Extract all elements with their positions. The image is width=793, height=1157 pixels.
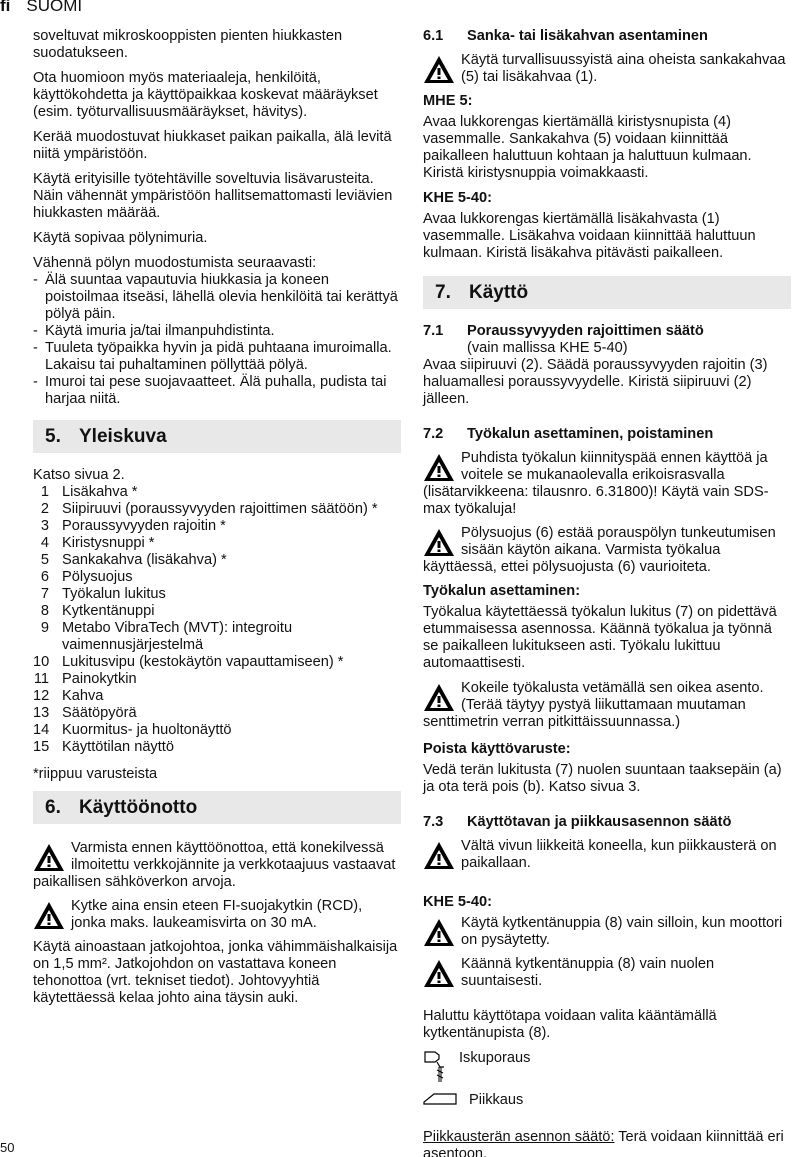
dash-list-item: - Imuroi tai pese suojavaatteet. Älä puhalla, pudista tai harjaa niitä.	[33, 374, 401, 408]
parts-list-item	[33, 501, 401, 518]
page-header	[0, 0, 82, 17]
subsection-title: Työkalun asettaminen, poistaminen	[467, 426, 714, 442]
warning-triangle-icon	[423, 959, 455, 988]
warning-text: Puhdista työkalun kiinnityspää ennen käyttöä ja voitele se mukanaolevalla erikoisrasvalla (lisätarvikkeena: tilausnro. 6.31800)! Käytä vain SDS-max työkaluja!	[423, 450, 769, 517]
warning-block	[33, 898, 401, 932]
part-label: Poraussyvyyden rajoitin *	[62, 518, 226, 534]
warning-text: Käytä kytkentänuppia (8) vain silloin, kun moottori on pysäytetty.	[461, 915, 783, 948]
mode-label: Piikkaus	[469, 1092, 524, 1108]
model-label: KHE 5-40:	[423, 894, 492, 910]
parts-list-item	[33, 569, 401, 586]
warning-block	[33, 840, 401, 891]
subsection-heading-6-1	[423, 28, 791, 45]
footnote: *riippuu varusteista	[33, 766, 158, 782]
subsection-heading-7-1	[423, 323, 791, 340]
warning-block	[423, 52, 791, 86]
underlined-label: Piikkausterän asennon säätö:	[423, 1129, 615, 1145]
part-label: Sankakahva (lisäkahva) *	[62, 552, 227, 568]
part-number: 7	[40, 586, 49, 602]
parts-list-item	[33, 586, 401, 603]
warning-triangle-icon	[423, 683, 455, 712]
part-label: Kuormitus- ja huoltonäyttö	[62, 722, 232, 738]
paragraph: Ota huomioon myös materiaaleja, henkilöitä, käyttökohdetta ja käyttöpaikkaa koskevat määräykset (esim. työturvallisuusmääräykset, hävitys).	[33, 70, 378, 120]
parts-list-item	[33, 620, 401, 654]
subsection-title: Käyttötavan ja piikkausasennon säätö	[467, 814, 732, 830]
warning-triangle-icon	[33, 843, 65, 872]
dash-list-item: - Tuuleta työpaikka hyvin ja pidä puhtaana imuroimalla. Lakaisu tai puhaltaminen pöllyttää pölyä.	[33, 340, 401, 374]
section-title: Yleiskuva	[79, 426, 167, 447]
warning-triangle-icon	[423, 918, 455, 947]
part-label: Lisäkahva *	[62, 484, 138, 500]
paragraph: Käytä sopivaa pölynimuria.	[33, 230, 208, 246]
paragraph: Katso sivua 2.	[33, 467, 125, 483]
dash-list-item: - Älä suuntaa vapautuvia hiukkasia ja koneen poistoilmaa itseäsi, lähellä olevia henkilöitä tai kerättyä pölyä päin.	[33, 272, 401, 323]
paragraph: Vedä terän lukitusta (7) nuolen suuntaan taaksepäin (a) ja ota terä pois (b). Katso sivua 3.	[423, 762, 782, 795]
warning-text: Pölysuojus (6) estää porauspölyn tunkeutumisen sisään käytön aikana. Varmista työkalua käyttäessä, ettei pölysuojusta (6) vaurioiteta.	[423, 525, 776, 575]
part-number: 13	[33, 705, 50, 721]
warning-text: Vältä vivun liikkeitä koneella, kun piikkausterä on paikallaan.	[461, 838, 777, 871]
part-label: Lukitusvipu (kestokäytön vapauttamiseen) *	[62, 654, 344, 670]
dash-list-item: - Käytä imuria ja/tai ilmanpuhdistinta.	[33, 323, 401, 340]
warning-triangle-icon	[423, 528, 455, 557]
part-number: 8	[40, 603, 49, 619]
subsection-heading-7-3	[423, 814, 791, 831]
section-number: 6.	[45, 797, 61, 818]
section-title: Käyttö	[469, 282, 529, 303]
part-label: Pölysuojus	[62, 569, 133, 585]
parts-list-item	[33, 484, 401, 501]
mode-hammer-drill	[423, 1050, 791, 1084]
paragraph: Avaa lukkorengas kiertämällä kiristysnupista (4) vasemmalle. Sankakahva (5) voidaan kiinnittää paikalleen haluttuun kohtaan ja haluttuun kulmaan. Kiristä kiristysnuppia voimakkaasti.	[423, 114, 752, 181]
mode-chisel	[423, 1092, 791, 1109]
parts-list-item	[33, 705, 401, 722]
part-label: Säätöpyörä	[62, 705, 137, 721]
warning-triangle-icon	[423, 55, 455, 84]
language-code: fi	[0, 0, 11, 15]
subsection-number: 6.1	[423, 28, 444, 44]
warning-text: Kokeile työkalusta vetämällä sen oikea asento. (Terää täytyy pystyä liikuttamaan muutaman senttimetrin verran pitkittäissuunnassa.)	[423, 680, 764, 730]
parts-list-item	[33, 739, 401, 756]
section-heading-7	[423, 276, 791, 309]
part-number: 1	[40, 484, 49, 500]
chisel-position-paragraph	[423, 1129, 791, 1157]
paragraph: Kerää muodostuvat hiukkaset paikan paikalla, älä levitä niitä ympäristöön.	[33, 129, 392, 162]
section-number: 7.	[435, 282, 451, 303]
part-number: 5	[40, 552, 49, 568]
part-label: Painokytkin	[62, 671, 137, 687]
parts-list-item	[33, 603, 401, 620]
section-heading-6	[33, 791, 401, 824]
subsection-number: 7.2	[423, 426, 444, 442]
warning-block	[423, 680, 791, 731]
parts-list-item	[33, 671, 401, 688]
part-number: 15	[33, 739, 50, 755]
paragraph: Haluttu käyttötapa voidaan valita kääntämällä kytkentänupista (8).	[423, 1008, 717, 1041]
page-language-title: SUOMI	[26, 0, 83, 15]
warning-block	[423, 450, 791, 518]
section-title: Käyttöönotto	[79, 797, 198, 818]
parts-list-item	[33, 688, 401, 705]
warning-text: Käännä kytkentänuppia (8) vain nuolen suuntaisesti.	[461, 956, 715, 989]
parts-list-item	[33, 535, 401, 552]
section-heading-5	[33, 420, 401, 453]
chisel-icon	[423, 1092, 457, 1106]
paragraph: Avaa lukkorengas kiertämällä lisäkahvasta (1) vasemmalle. Lisäkahva voidaan kiinnittää haluttuun kulmaan. Kiristä lisäkahva pitävästi paikalleen.	[423, 211, 756, 261]
part-number: 14	[33, 722, 50, 738]
subsection-note: (vain mallissa KHE 5-40)	[467, 340, 628, 356]
part-label: Kahva	[62, 688, 104, 704]
warning-triangle-icon	[423, 841, 455, 870]
paragraph: Avaa siipiruuvi (2). Säädä poraussyvyyden rajoitin (3) haluamallesi poraussyvyydelle. Kiristä siipiruuvi (2) jälleen.	[423, 357, 768, 407]
model-label: KHE 5-40:	[423, 190, 492, 206]
parts-list	[33, 484, 401, 756]
section-number: 5.	[45, 426, 61, 447]
part-label: Käyttötilan näyttö	[62, 739, 174, 755]
bold-label: Poista käyttövaruste:	[423, 741, 571, 757]
parts-list-item	[33, 518, 401, 535]
left-column	[33, 28, 401, 1015]
paragraph: Käytä erityisille työtehtäville soveltuvia lisävarusteita. Näin vähennät ympäristöön hallitsemattomasti leviävien hiukkasten määrää.	[33, 171, 393, 221]
part-number: 11	[33, 671, 49, 687]
part-number: 4	[40, 535, 49, 551]
page-number: 50	[0, 1140, 15, 1155]
part-label: Kiristysnuppi *	[62, 535, 155, 551]
part-label: Metabo VibraTech (MVT): integroitu vaimennusjärjestelmä	[62, 620, 293, 653]
parts-list-item	[33, 654, 401, 671]
hammer-drill-icon	[423, 1050, 447, 1084]
subsection-heading-7-2	[423, 426, 791, 443]
paragraph: soveltuvat mikroskooppisten pienten hiukkasten suodatukseen.	[33, 28, 343, 61]
parts-list-item	[33, 552, 401, 569]
warning-block	[423, 838, 791, 872]
paragraph: Vähennä pölyn muodostumista seuraavasti:	[33, 255, 317, 271]
warning-block	[423, 525, 791, 576]
warning-text: Käytä turvallisuussyistä aina oheista sankakahvaa (5) tai lisäkahvaa (1).	[461, 52, 786, 85]
warning-triangle-icon	[423, 453, 455, 482]
subsection-number: 7.1	[423, 323, 444, 339]
parts-list-item	[33, 722, 401, 739]
warning-text: Varmista ennen käyttöönottoa, että konekilvessä ilmoitettu verkkojännite ja verkkotaajuus vastaavat paikallisen sähköverkon arvoja.	[33, 840, 396, 890]
part-number: 6	[40, 569, 49, 585]
part-number: 3	[40, 518, 49, 534]
warning-triangle-icon	[33, 901, 65, 930]
part-label: Kytkentänuppi	[62, 603, 155, 619]
part-number: 12	[33, 688, 50, 704]
part-number: 10	[33, 654, 50, 670]
mode-label: Iskuporaus	[459, 1050, 531, 1066]
subsection-title: Sanka- tai lisäkahvan asentaminen	[467, 28, 708, 44]
part-number: 9	[40, 620, 49, 636]
warning-text: Kytke aina ensin eteen FI-suojakytkin (RCD), jonka maks. laukeamisvirta on 30 mA.	[71, 898, 363, 931]
subsection-number: 7.3	[423, 814, 444, 830]
paragraph: Käytä ainoastaan jatkojohtoa, jonka vähimmäishalkaisija on 1,5 mm². Jatkojohdon on vastattava koneen tehonottoa (vrt. tekniset tiedot). Johtovyyhtiä käytettäessä kelaa johto aina täysin auki.	[33, 939, 398, 1006]
right-column	[423, 28, 791, 1157]
part-label: Työkalun lukitus	[62, 586, 166, 602]
warning-block	[423, 956, 791, 990]
paragraph: Työkalua käytettäessä työkalun lukitus (7) on pidettävä etummaisessa asennossa. Käännä työkalua ja työnnä se paikalleen lukitukseen asti. Työkalu lukittuu automaattisesti.	[423, 604, 777, 671]
paragraph-text: Terä voidaan kiinnittää eri asentoon.	[423, 1129, 784, 1157]
part-label: Siipiruuvi (poraussyvyyden rajoittimen säätöön) *	[62, 501, 378, 517]
model-label: MHE 5:	[423, 93, 473, 109]
bold-label: Työkalun asettaminen:	[423, 583, 581, 599]
warning-block	[423, 915, 791, 949]
part-number: 2	[40, 501, 49, 517]
subsection-title: Poraussyvyyden rajoittimen säätö	[467, 323, 704, 339]
